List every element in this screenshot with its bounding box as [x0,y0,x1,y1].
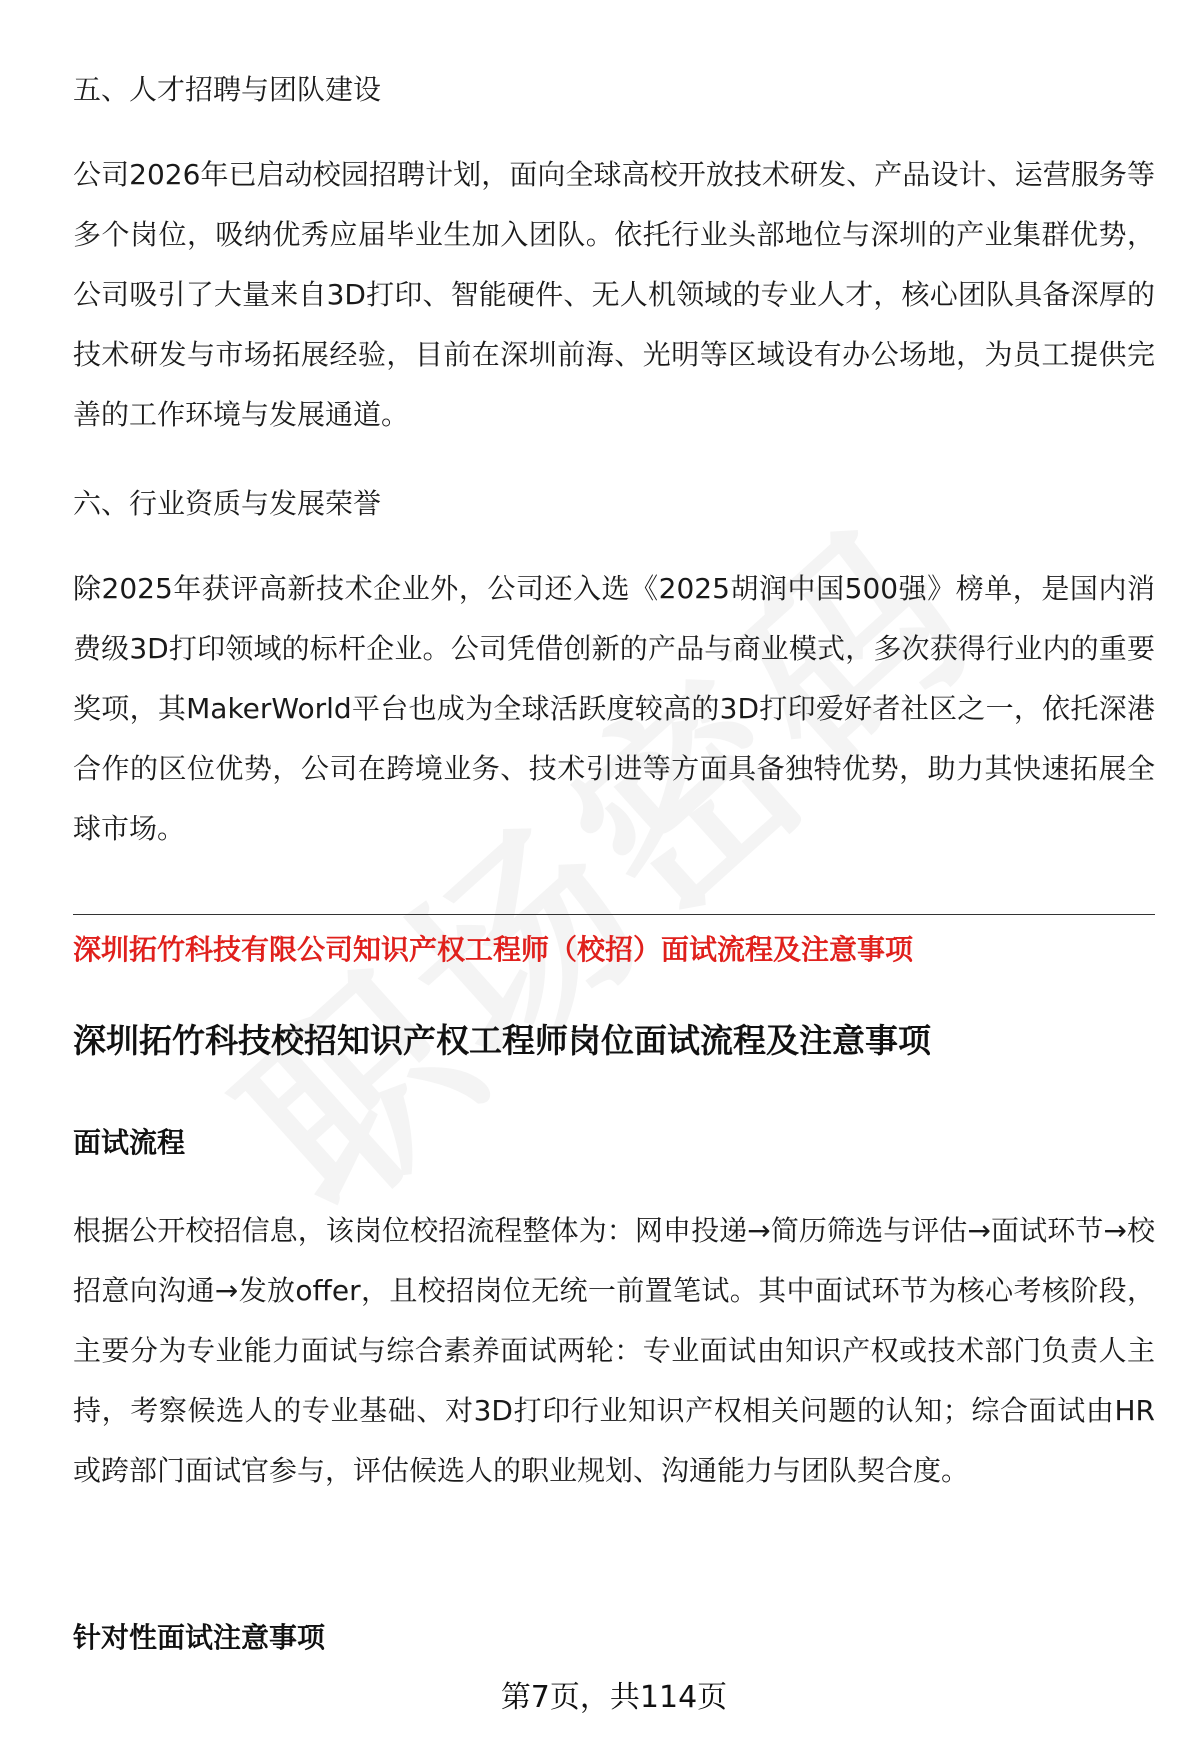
main-title: 深圳拓竹科技校招知识产权工程师岗位面试流程及注意事项 [73,1021,931,1060]
section-5-paragraph: 公司2026年已启动校园招聘计划，面向全球高校开放技术研发、产品设计、运营服务等多个岗位，吸纳优秀应届毕业生加入团队。依托行业头部地位与深圳的产业集群优势，公司吸引了大量来自3D打印、智能硬件、无人机领域的专业人才，核心团队具备深厚的技术研发与市场拓展经验，目前在深圳前海、光明等区域设有办公场地，为员工提供完善的工作环境与发展通道。 [73,158,1155,431]
red-section-title: 深圳拓竹科技有限公司知识产权工程师（校招）面试流程及注意事项 [73,933,914,966]
document-page [73,0,1155,1755]
interview-process-paragraph: 根据公开校招信息，该岗位校招流程整体为：网申投递→简历筛选与评估→面试环节→校招意向沟通→发放offer，且校招岗位无统一前置笔试。其中面试环节为核心考核阶段，主要分为专业能力面试与综合素养面试两轮：专业面试由知识产权或技术部门负责人主持，考察候选人的专业基础、对3D打印行业知识产权相关问题的认知；综合面试由HR或跨部门面试官参与，评估候选人的职业规划、沟通能力与团队契合度。 [73,1214,1155,1487]
section-6-heading: 六、行业资质与发展荣誉 [73,487,382,520]
section-5-heading: 五、人才招聘与团队建设 [73,73,382,106]
interview-process-heading: 面试流程 [73,1126,186,1159]
section-6-paragraph: 除2025年获评高新技术企业外，公司还入选《2025胡润中国500强》榜单，是国内消费级3D打印领域的标杆企业。公司凭借创新的产品与商业模式，多次获得行业内的重要奖项，其MakerWorld平台也成为全球活跃度较高的3D打印爱好者社区之一，依托深港合作的区位优势，公司在跨境业务、技术引进等方面具备独特优势，助力其快速拓展全球市场。 [73,572,1155,845]
interview-notes-heading: 针对性面试注意事项 [73,1621,326,1654]
section-divider [73,914,1155,915]
page-number-footer: 第7页，共114页 [500,1680,728,1715]
